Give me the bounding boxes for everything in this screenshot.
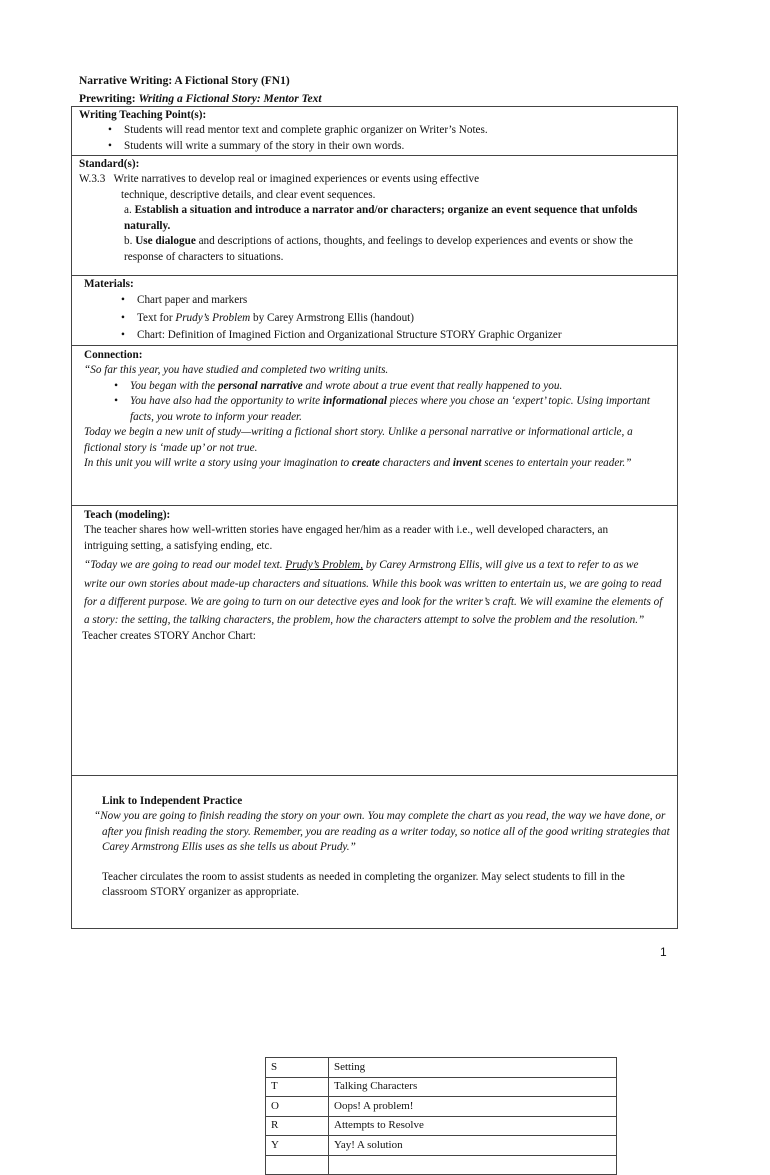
connection-unit: In this unit you will write a story using your imagination to create characters and invent scenes to entertain your reader.” (84, 457, 632, 470)
list-item: • Students will write a summary of the story in their own words. (124, 139, 677, 154)
link-quote: “Now you are going to finish reading the story on your own. You may complete the chart as you read, the way we have done, or after you finish reading the story. Remember, you are reading as a writer today, so notice all of the good writing strategies that Carey Armstrong Ellis uses as she tells us about Prudy.” (94, 810, 670, 854)
link-section (72, 775, 677, 928)
table-row (266, 1136, 617, 1156)
link-note: Teacher circulates the room to assist students as needed in completing the organizer. May select students to fill in the classroom STORY organizer as appropriate. (102, 870, 625, 899)
teaching-points-heading: Writing Teaching Point(s): (79, 109, 207, 121)
table-row (266, 1116, 617, 1136)
teach-heading: Teach (modeling): (84, 509, 171, 521)
materials-section (72, 275, 677, 345)
page-number: 1 (660, 945, 667, 959)
table-row (266, 1058, 617, 1078)
list-item: • Students will read mentor text and complete graphic organizer on Writer’s Notes. (124, 123, 677, 138)
chart-letter: S (266, 1058, 329, 1078)
list-item: • Chart: Definition of Imagined Fiction and Organizational Structure STORY Graphic Organizer (137, 327, 677, 344)
table-row (266, 1155, 617, 1175)
materials-heading: Materials: (84, 278, 134, 290)
standards-heading: Standard(s): (79, 158, 140, 170)
standard-code: W.3.3 (79, 173, 106, 186)
standard-line-2: technique, descriptive details, and clear event sequences. (121, 188, 376, 201)
chart-meaning: Setting (329, 1058, 617, 1078)
connection-today: Today we begin a new unit of study—writing a fictional short story. Unlike a personal narrative or informational article, a fictional story is ‘made up’ or not true. (84, 426, 633, 454)
standard-b: b. Use dialogue and descriptions of actions, thoughts, and feelings to develop experiences and events or show the response of characters to situations. (124, 235, 633, 263)
chart-meaning: Talking Characters (329, 1077, 617, 1097)
teach-intro: The teacher shares how well-written stories have engaged her/him as a reader with i.e., well developed characters, an intriguing setting, a satisfying ending, etc. (84, 524, 609, 552)
list-item: • You have also had the opportunity to write informational pieces where you chose an ‘expert’ topic. Using important facts, you wrote to inform your reader. (130, 394, 650, 425)
list-item: • Chart paper and markers (137, 292, 677, 309)
materials-list (137, 292, 677, 344)
table-row (266, 1097, 617, 1117)
chart-letter: R (266, 1116, 329, 1136)
connection-intro: “So far this year, you have studied and completed two writing units. (84, 364, 389, 377)
standard-line-1: W.3.3 Write narratives to develop real or imagined experiences or events using effective (79, 173, 480, 186)
teaching-points-section (72, 107, 677, 155)
story-anchor-chart (265, 1057, 617, 1175)
connection-list (130, 379, 650, 425)
list-item: • You began with the personal narrative and wrote about a true event that really happened to you. (130, 379, 650, 394)
chart-meaning (329, 1155, 617, 1175)
standard-a: a. Establish a situation and introduce a narrator and/or characters; organize an event sequence that unfolds naturally. (124, 204, 638, 232)
document-title: Narrative Writing: A Fictional Story (FN1) (79, 75, 290, 87)
prewriting-label: Prewriting: (79, 93, 136, 105)
chart-letter (266, 1155, 329, 1175)
list-item: • Text for Prudy’s Problem by Carey Armstrong Ellis (handout) (137, 310, 677, 327)
teaching-points-list (124, 123, 677, 154)
chart-meaning: Oops! A problem! (329, 1097, 617, 1117)
chart-letter: O (266, 1097, 329, 1117)
prewriting-value: Writing a Fictional Story: Mentor Text (138, 93, 322, 105)
chart-letter: T (266, 1077, 329, 1097)
table-row (266, 1077, 617, 1097)
lesson-plan-table (71, 106, 678, 1151)
connection-section (72, 345, 677, 505)
standards-section (72, 155, 677, 275)
chart-letter: Y (266, 1136, 329, 1156)
chart-meaning: Yay! A solution (329, 1136, 617, 1156)
link-heading: Link to Independent Practice (102, 795, 243, 807)
connection-heading: Connection: (84, 349, 143, 361)
chart-meaning: Attempts to Resolve (329, 1116, 617, 1136)
anchor-chart-label: Teacher creates STORY Anchor Chart: (82, 629, 256, 642)
teach-quote: “Today we are going to read our model text. Prudy’s Problem, by Carey Armstrong Ellis, will give us a text to refer to as we write our own stories about made-up characters and situations. While this book was written to entertain us, we are going to read for a different purpose. We are going to turn on our detective eyes and look for the writer’s craft. We will examine the elements of a story: the setting, the talking characters, the problem, how the characters attempt to solve the problem and the resolution.” (84, 559, 663, 626)
